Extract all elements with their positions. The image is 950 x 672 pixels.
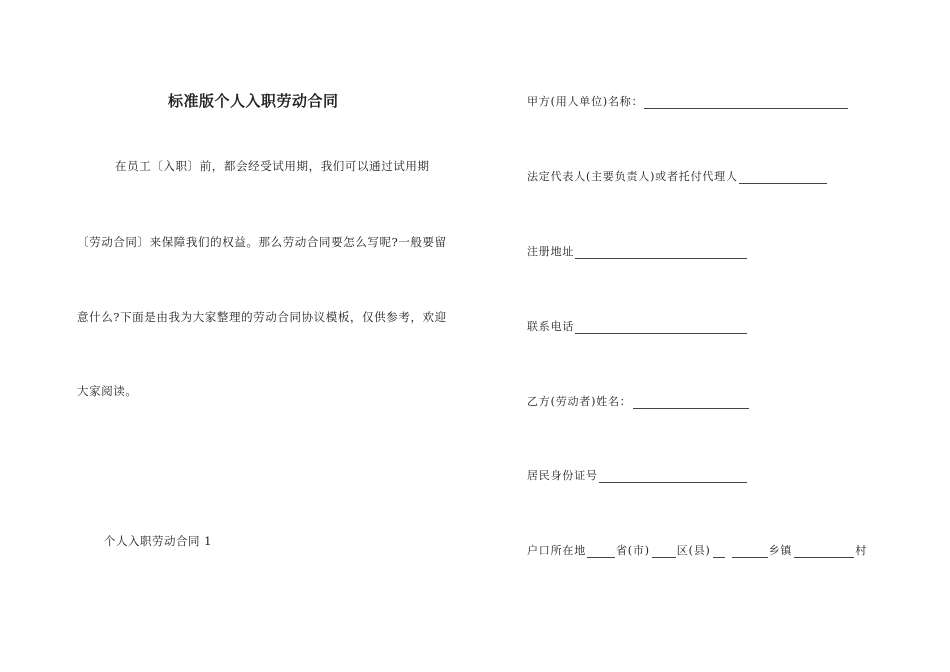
province-label: 省(市) [616,544,650,557]
district-blank [652,545,676,558]
id-number-blank [599,470,747,483]
employee-name-blank [633,396,749,409]
employer-name-blank [644,96,848,109]
township-label: 乡镇 [768,544,793,557]
id-number-field [527,467,747,483]
contact-phone-label: 联系电话 [527,320,575,333]
contract-subheading: 个人入职劳动合同 1 [104,534,212,548]
employer-name-label: 甲方(用人单位)名称： [527,95,644,108]
registered-address-field [527,243,747,259]
legal-representative-blank [739,171,827,184]
household-registration-label: 户口所在地 [527,544,586,557]
district-extra-blank [713,545,725,558]
intro-paragraph-line-3: 意什么?下面是由我为大家整理的劳动合同协议模板，仅供参考，欢迎 [77,310,447,324]
village-label: 村 [855,544,868,557]
employer-name-field [527,93,848,109]
province-blank [587,545,615,558]
intro-paragraph-line-2: 〔劳动合同〕来保障我们的权益。那么劳动合同要怎么写呢?一般要留 [77,235,447,249]
registered-address-blank [575,246,747,259]
document-title: 标准版个人入职劳动合同 [168,92,339,110]
village-blank [794,545,854,558]
contact-phone-field [527,318,747,334]
legal-representative-label: 法定代表人(主要负责人)或者托付代理人 [527,170,738,183]
employee-name-label: 乙方(劳动者)姓名： [527,395,632,408]
legal-representative-field [527,168,827,184]
township-blank [732,545,768,558]
employee-name-field [527,393,749,409]
district-label: 区(县) [676,544,711,557]
id-number-label: 居民身份证号 [527,469,598,482]
registered-address-label: 注册地址 [527,245,575,258]
household-registration-field [527,542,868,558]
intro-paragraph-line-4: 大家阅读。 [77,384,138,398]
contact-phone-blank [575,321,747,334]
right-page [490,0,950,672]
intro-paragraph-line-1: 在员工〔入职〕前，都会经受试用期，我们可以通过试用期 [115,159,430,173]
